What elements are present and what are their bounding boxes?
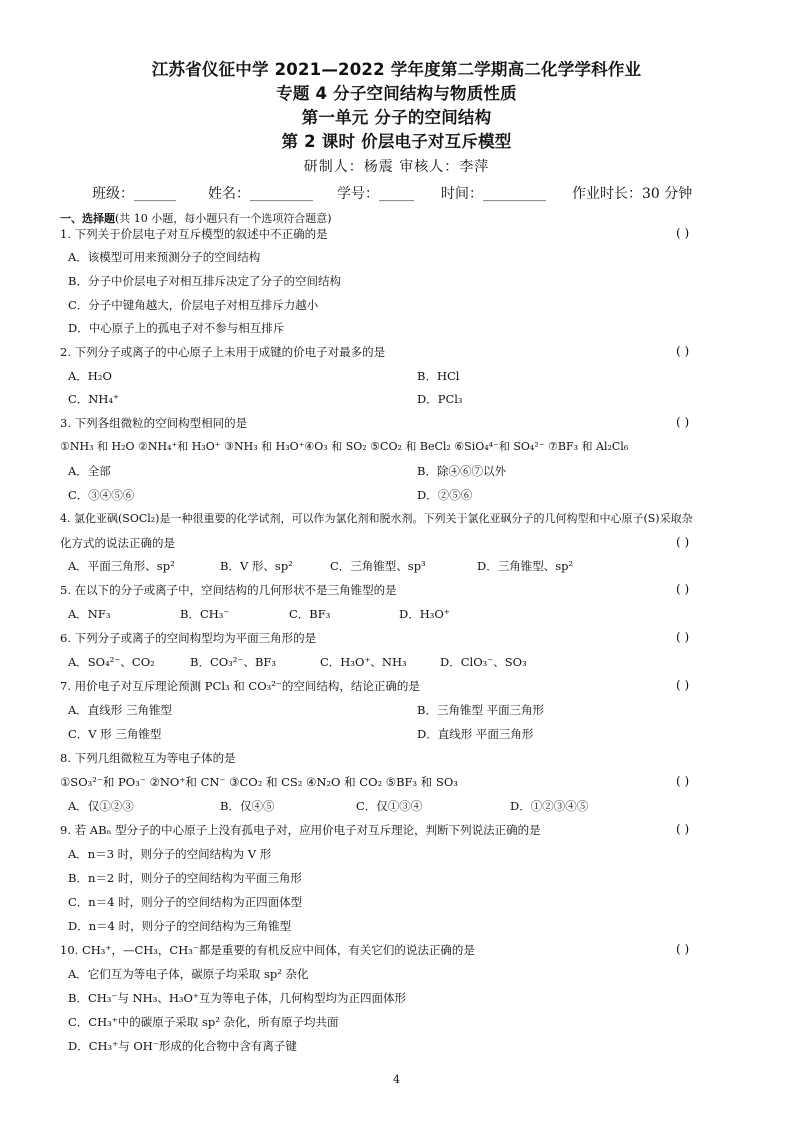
q8-item-list: ①SO₃²⁻和 PO₃⁻ ②NO⁺和 CN⁻ ③CO₂ 和 CS₂ ④N₂O 和 CO₂ ⑤BF₃ 和 SO₃ [60,775,458,789]
q1-option-d: D．中心原子上的孤电子对不参与相互排斥 [68,321,285,335]
q8-option-c: C．仅①③④ [356,799,423,813]
q3-item-list: ①NH₃ 和 H₂O ②NH₄⁺和 H₃O⁺ ③NH₃ 和 H₃O⁺④O₃ 和 SO₂ ⑤CO₂ 和 BeCl₂ ⑥SiO₄⁴⁻和 SO₄²⁻ ⑦BF₃ 和 Al₂Cl₆ [60,440,629,453]
q7-option-c: C．V 形 三角锥型 [68,727,162,741]
q5-answer-blank[interactable]: ( ) [676,582,690,596]
q3-stem: 3. 下列各组微粒的空间构型相同的是 [60,416,248,430]
q2-option-c: C．NH₄⁺ [68,392,120,406]
q4-answer-blank[interactable]: ( ) [676,535,690,549]
q4-stem-line1: 4. 氯化亚砜(SOCl₂)是一种很重要的化学试剂，可以作为氯化剂和脱水剂。下列关于氯化亚砜分子的几何构型和中心原子(S)采取杂 [60,512,693,525]
q8-answer-blank[interactable]: ( ) [676,774,690,788]
authors-line: 研制人：杨震 审核人：李萍 [303,159,490,175]
q4-option-b: B．V 形、sp² [220,559,293,573]
section-heading [60,210,332,226]
school-title: 江苏省仪征中学 2021—2022 学年度第二学期高二化学学科作业 [151,60,642,79]
q10-option-c: C．CH₃⁺中的碳原子采取 sp² 杂化，所有原子均共面 [68,1015,339,1029]
q1-option-b: B．分子中价层电子对相互排斥决定了分子的空间结构 [68,274,341,288]
page-number: 4 [393,1073,400,1086]
q6-answer-blank[interactable]: ( ) [676,630,690,644]
q5-option-c: C．BF₃ [289,607,331,621]
q10-option-b: B．CH₃⁻与 NH₃、H₃O⁺互为等电子体，几何构型均为正四面体形 [68,991,406,1005]
q6-option-a: A．SO₄²⁻、CO₂ [68,655,155,669]
topic-title: 专题 4 分子空间结构与物质性质 [276,84,517,103]
unit-title: 第一单元 分子的空间结构 [301,108,492,127]
q5-stem: 5. 在以下的分子或离子中，空间结构的几何形状不是三角锥型的是 [60,583,397,597]
q3-option-a: A．全部 [68,464,111,478]
q3-option-c: C．③④⑤⑥ [68,488,135,502]
lesson-title: 第 2 课时 价层电子对互斥模型 [281,132,512,151]
q9-answer-blank[interactable]: ( ) [676,822,690,836]
duration-label: 作业时长：30 分钟 [572,186,693,202]
q3-option-d: D．②⑤⑥ [417,488,473,502]
q10-option-a: A．它们互为等电子体，碳原子均采取 sp² 杂化 [68,967,309,981]
q8-option-b: B．仅④⑤ [220,799,275,813]
q5-option-d: D．H₃O⁺ [399,607,450,621]
q1-answer-blank[interactable]: ( ) [676,226,690,240]
q4-option-c: C．三角锥型、sp³ [330,559,426,573]
q1-option-c: C．分子中键角越大，价层电子对相互排斥力越小 [68,298,319,312]
q9-option-d: D．n＝4 时，则分子的空间结构为三角锥型 [68,919,292,933]
section-note: (共 10 小题，每小题只有一个选项符合题意) [115,212,332,225]
q1-option-a: A．该模型可用来预测分子的空间结构 [68,250,261,264]
q7-option-d: D．直线形 平面三角形 [417,727,534,741]
q10-option-d: D．CH₃⁺与 OH⁻形成的化合物中含有离子键 [68,1039,297,1053]
time-field[interactable]: 时间：_________ [441,186,546,202]
q4-stem-line2: 化方式的说法正确的是 [60,536,175,550]
q10-answer-blank[interactable]: ( ) [676,942,690,956]
q8-option-a: A．仅①②③ [68,799,134,813]
q5-option-a: A．NF₃ [68,607,111,621]
name-field[interactable]: 姓名：_________ [208,186,313,202]
q4-option-a: A．平面三角形、sp² [68,559,175,573]
q1-stem: 1. 下列关于价层电子对互斥模型的叙述中不正确的是 [60,227,328,241]
section-title: 一、选择题 [60,212,115,225]
q7-stem: 7. 用价电子对互斥理论预测 PCl₃ 和 CO₃²⁻的空间结构，结论正确的是 [60,679,420,693]
q7-option-a: A．直线形 三角锥型 [68,703,172,717]
q10-stem: 10. CH₃⁺，—CH₃，CH₃⁻都是重要的有机反应中间体，有关它们的说法正确的是 [60,943,475,957]
student-id-field[interactable]: 学号：_____ [337,186,414,202]
q7-answer-blank[interactable]: ( ) [676,678,690,692]
q8-stem: 8. 下列几组微粒互为等电子体的是 [60,751,236,765]
q9-option-c: C．n＝4 时，则分子的空间结构为正四面体型 [68,895,303,909]
q2-option-a: A．H₂O [68,369,112,383]
q9-option-a: A．n＝3 时，则分子的空间结构为 V 形 [68,847,272,861]
q2-stem: 2. 下列分子或离子的中心原子上未用于成键的价电子对最多的是 [60,345,386,359]
q9-stem: 9. 若 ABₙ 型分子的中心原子上没有孤电子对，应用价电子对互斥理论，判断下列说法正确的是 [60,823,541,837]
q6-option-c: C．H₃O⁺、NH₃ [320,655,407,669]
q6-option-b: B．CO₃²⁻、BF₃ [190,655,277,669]
q2-option-d: D．PCl₃ [417,392,463,406]
q6-stem: 6. 下列分子或离子的空间构型均为平面三角形的是 [60,631,317,645]
q8-option-d: D．①②③④⑤ [510,799,589,813]
q3-answer-blank[interactable]: ( ) [676,415,690,429]
q2-option-b: B．HCl [417,369,460,383]
q2-answer-blank[interactable]: ( ) [676,344,690,358]
q9-option-b: B．n＝2 时，则分子的空间结构为平面三角形 [68,871,302,885]
class-field[interactable]: 班级：______ [92,186,176,202]
q3-option-b: B．除④⑥⑦以外 [417,464,506,478]
q5-option-b: B．CH₃⁻ [180,607,230,621]
q4-option-d: D．三角锥型、sp² [477,559,574,573]
q6-option-d: D．ClO₃⁻、SO₃ [440,655,527,669]
q7-option-b: B．三角锥型 平面三角形 [417,703,545,717]
